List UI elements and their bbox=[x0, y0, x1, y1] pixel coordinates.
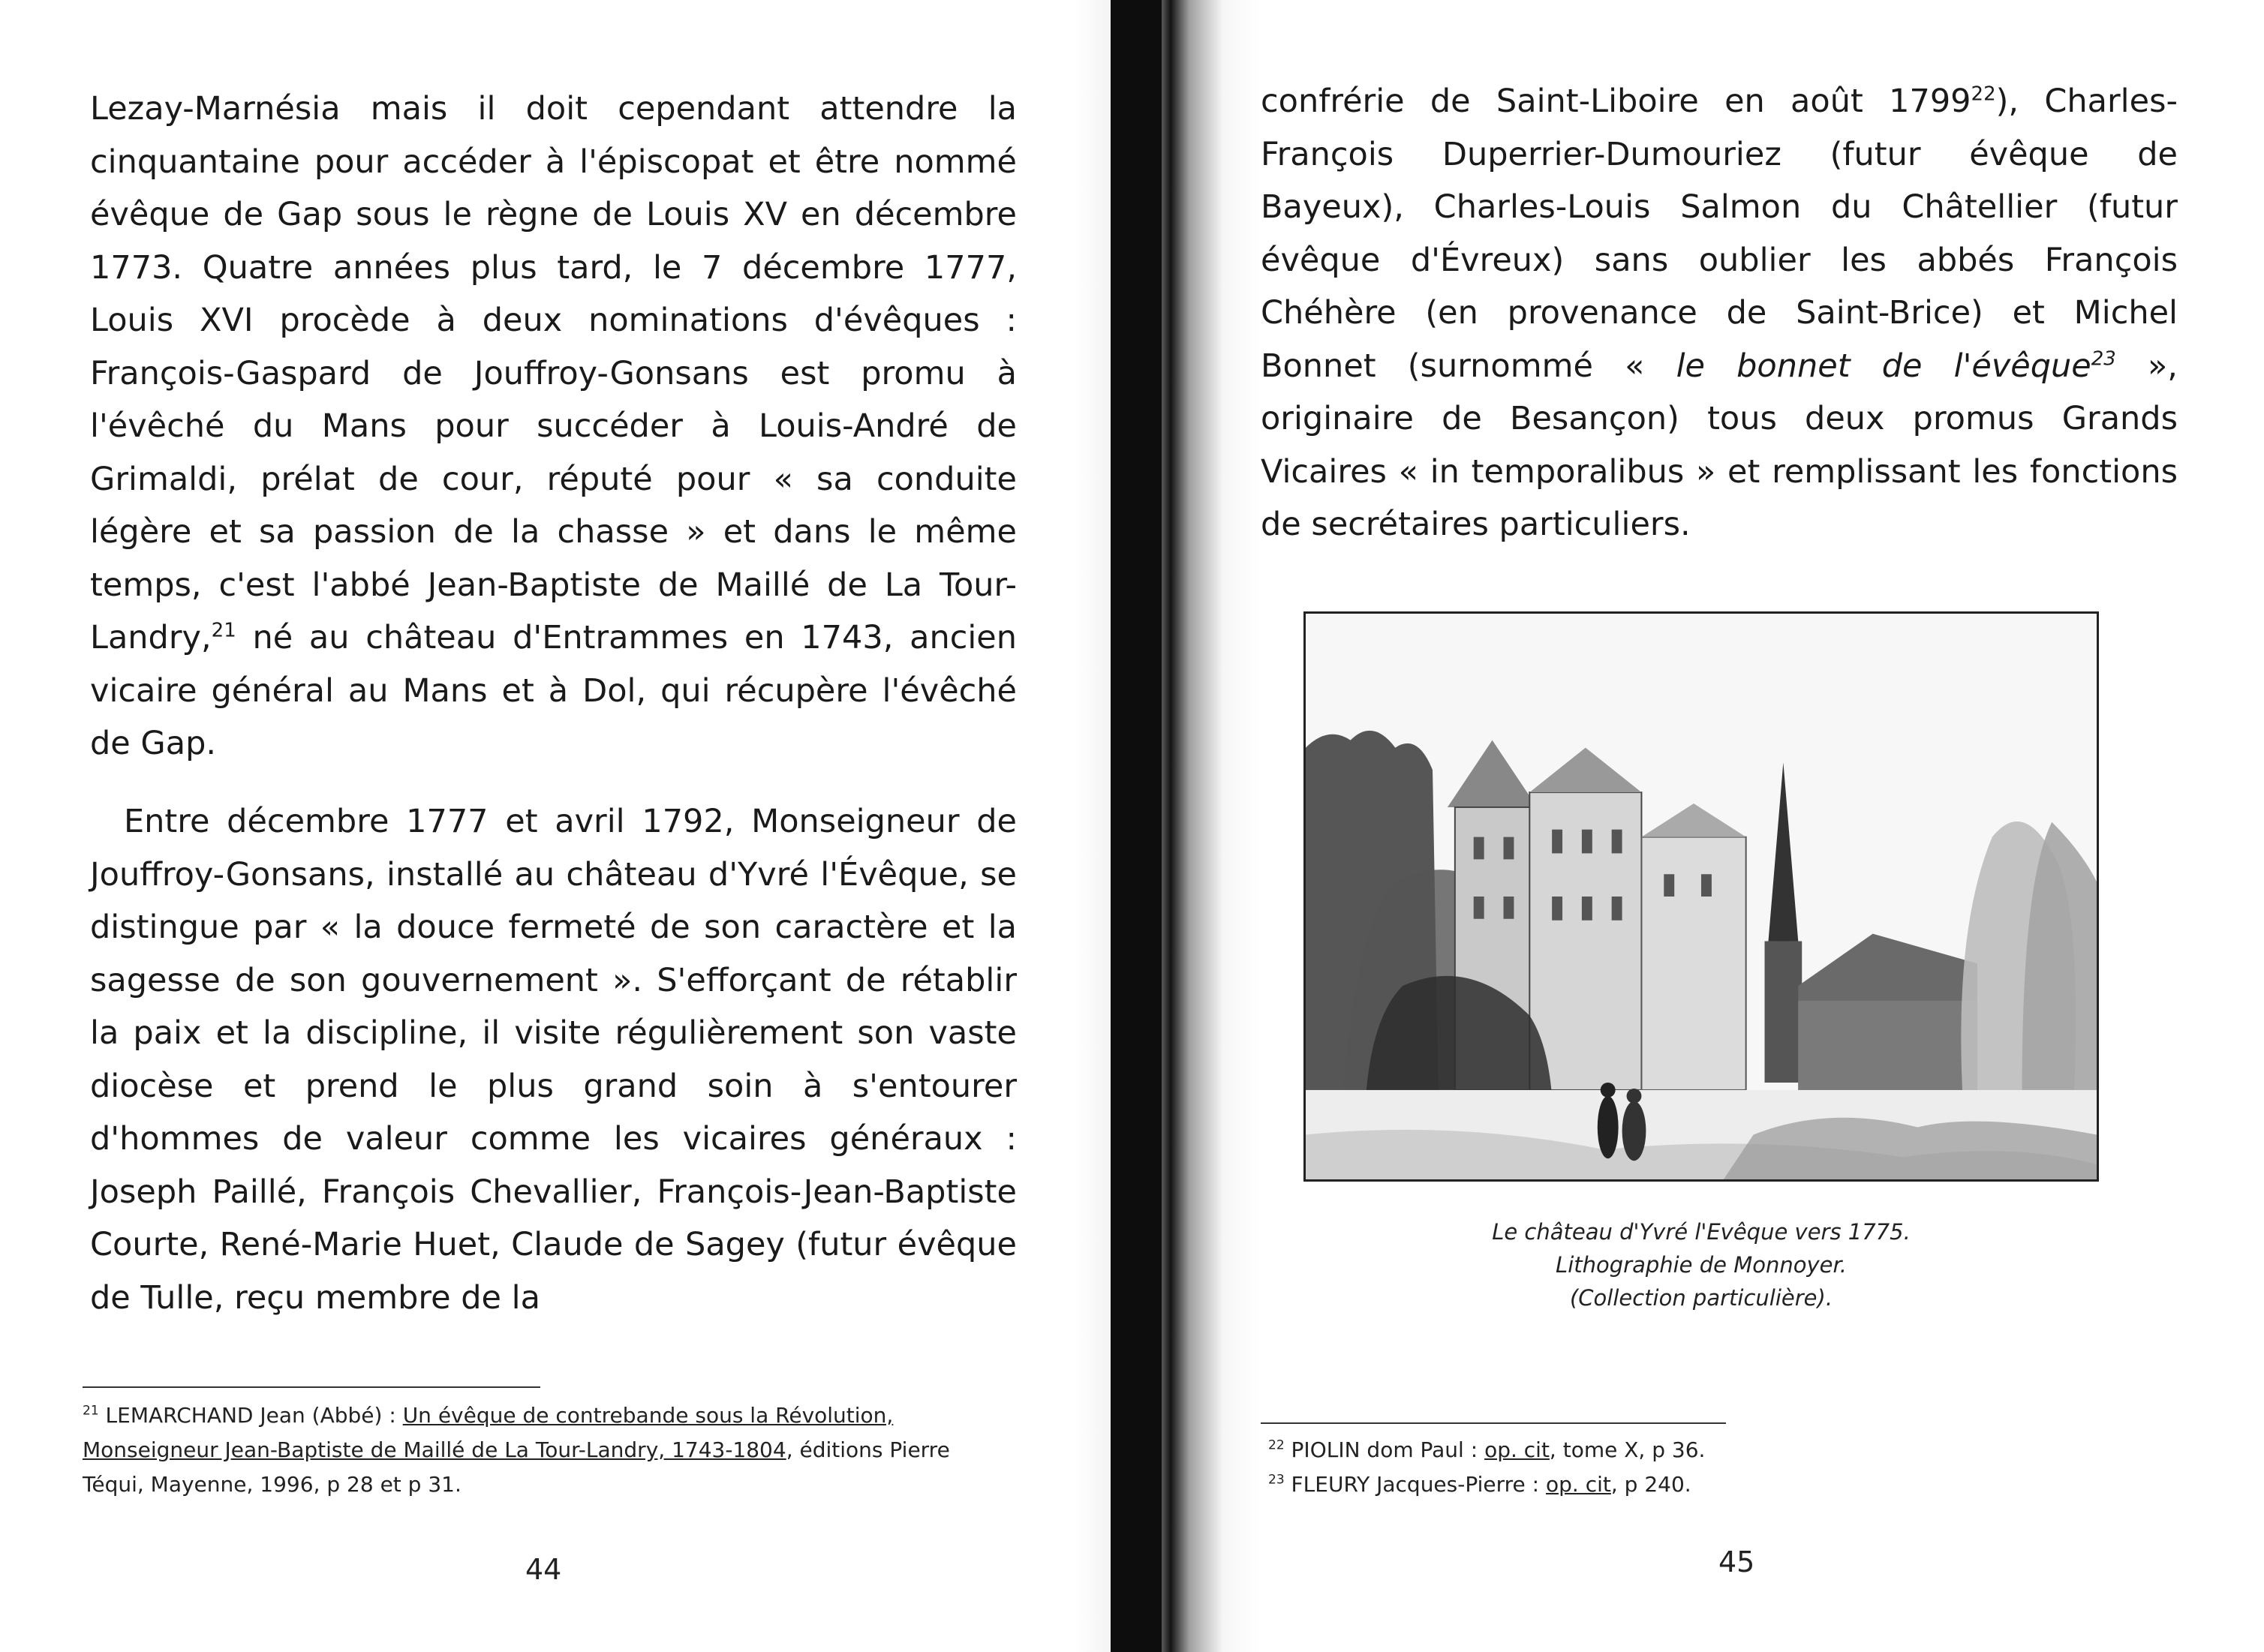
lithograph-drawing bbox=[1306, 614, 2097, 1179]
left-paragraph-1-text-a: Lezay-Marnésia mais il doit cependant attendre la cinquantaine pour accéder à l'épiscopat et être nommé évêque de Gap sous le règne de Louis XV en décembre 1773. Quatre années plus tard, le 7 décembre 1777, Louis XVI procède à deux nominations d'évêques : François-Gaspard de Jouffroy-Gonsans est promu à l'évêché du Mans pour succéder à Louis-André de Grimaldi, prélat de cour, réputé pour « sa conduite légère et sa passion de la chasse » et dans le même temps, c'est l'abbé Jean-Baptiste de Maillé de La Tour-Landry, bbox=[90, 90, 1017, 656]
chateau-lithograph-image bbox=[1303, 611, 2099, 1182]
footnote-ref-21: 21 bbox=[211, 619, 236, 642]
footnote-21 bbox=[83, 1398, 1006, 1502]
right-paragraph-text-b: ), Charles-François Duperrier-Dumouriez (futur évêque de Bayeux), Charles-Louis Salmon du Châtellier (futur évêque d'Évreux) sans oublier les abbés François Chéhère (en provenance de Saint-Brice) et Michel Bonnet (surnommé « bbox=[1261, 83, 2178, 385]
right-paragraph-text-a: confrérie de Saint-Liboire en août 1799 bbox=[1261, 83, 1971, 120]
book-gutter-shadow bbox=[1073, 0, 1261, 1652]
footnote-rest: , p 240. bbox=[1610, 1472, 1691, 1497]
footnote-separator-right bbox=[1261, 1422, 1726, 1424]
footnote-number: 21 bbox=[83, 1403, 99, 1419]
right-paragraph-italic: le bonnet de l'évêque bbox=[1676, 347, 2091, 385]
footnote-separator bbox=[83, 1386, 540, 1388]
footnote-number: 22 bbox=[1268, 1437, 1285, 1453]
footnote-author: PIOLIN dom Paul : bbox=[1291, 1437, 1485, 1462]
footnote-rest: , tome X, p 36. bbox=[1549, 1437, 1706, 1462]
footnote-author: FLEURY Jacques-Pierre : bbox=[1291, 1472, 1547, 1497]
footnote-22 bbox=[1268, 1433, 1869, 1467]
caption-line-2: Lithographie de Monnoyer. bbox=[1556, 1252, 1847, 1278]
footnote-ref-23: 23 bbox=[2091, 347, 2116, 371]
footnote-23 bbox=[1268, 1467, 1869, 1502]
right-footnotes bbox=[1268, 1433, 1869, 1502]
footnote-author: LEMARCHAND Jean (Abbé) : bbox=[105, 1403, 403, 1428]
page-number-right: 45 bbox=[1718, 1545, 1755, 1578]
footnote-title: Un évêque de contrebande sous la Révolution, Monseigneur Jean-Baptiste de Maillé de La Tour-Landry, 1743-1804 bbox=[83, 1403, 894, 1462]
right-paragraph-text-c: », originaire de Besançon) tous deux promus Grands Vicaires « in temporalibus » et remplissant les fonctions de secrétaires particuliers. bbox=[1261, 347, 2178, 543]
footnote-number: 23 bbox=[1268, 1472, 1285, 1488]
left-paragraph-1 bbox=[90, 83, 1017, 770]
footnote-ref: op. cit bbox=[1546, 1472, 1611, 1497]
caption-line-1: Le château d'Yvré l'Evêque vers 1775. bbox=[1492, 1219, 1911, 1245]
footnote-ref: op. cit bbox=[1484, 1437, 1550, 1462]
footnote-ref-22: 22 bbox=[1971, 83, 1996, 106]
page-number-left: 44 bbox=[525, 1553, 562, 1586]
right-paragraph bbox=[1261, 75, 2178, 551]
image-caption bbox=[1303, 1215, 2099, 1314]
book-spine bbox=[1111, 0, 1162, 1652]
footnote-publication: , éditions Pierre Téqui, Mayenne, 1996, p 28 et p 31. bbox=[83, 1437, 950, 1497]
caption-line-3: (Collection particulière). bbox=[1569, 1285, 1833, 1311]
left-paragraph-1-text-b: né au château d'Entrammes en 1743, ancien vicaire général au Mans et à Dol, qui récupère l'évêché de Gap. bbox=[90, 619, 1017, 762]
left-paragraph-2: Entre décembre 1777 et avril 1792, Monseigneur de Jouffroy-Gonsans, installé au château d'Yvré l'Évêque, se distingue par « la douce fermeté de son caractère et la sagesse de son gouvernement ». S'efforçant de rétablir la paix et la discipline, il visite régulièrement son vaste diocèse et prend le plus grand soin à s'entourer d'hommes de valeur comme les vicaires généraux : Joseph Paillé, François Chevallier, François-Jean-Baptiste Courte, René-Marie Huet, Claude de Sagey (futur évêque de Tulle, reçu membre de la bbox=[90, 803, 1017, 1317]
